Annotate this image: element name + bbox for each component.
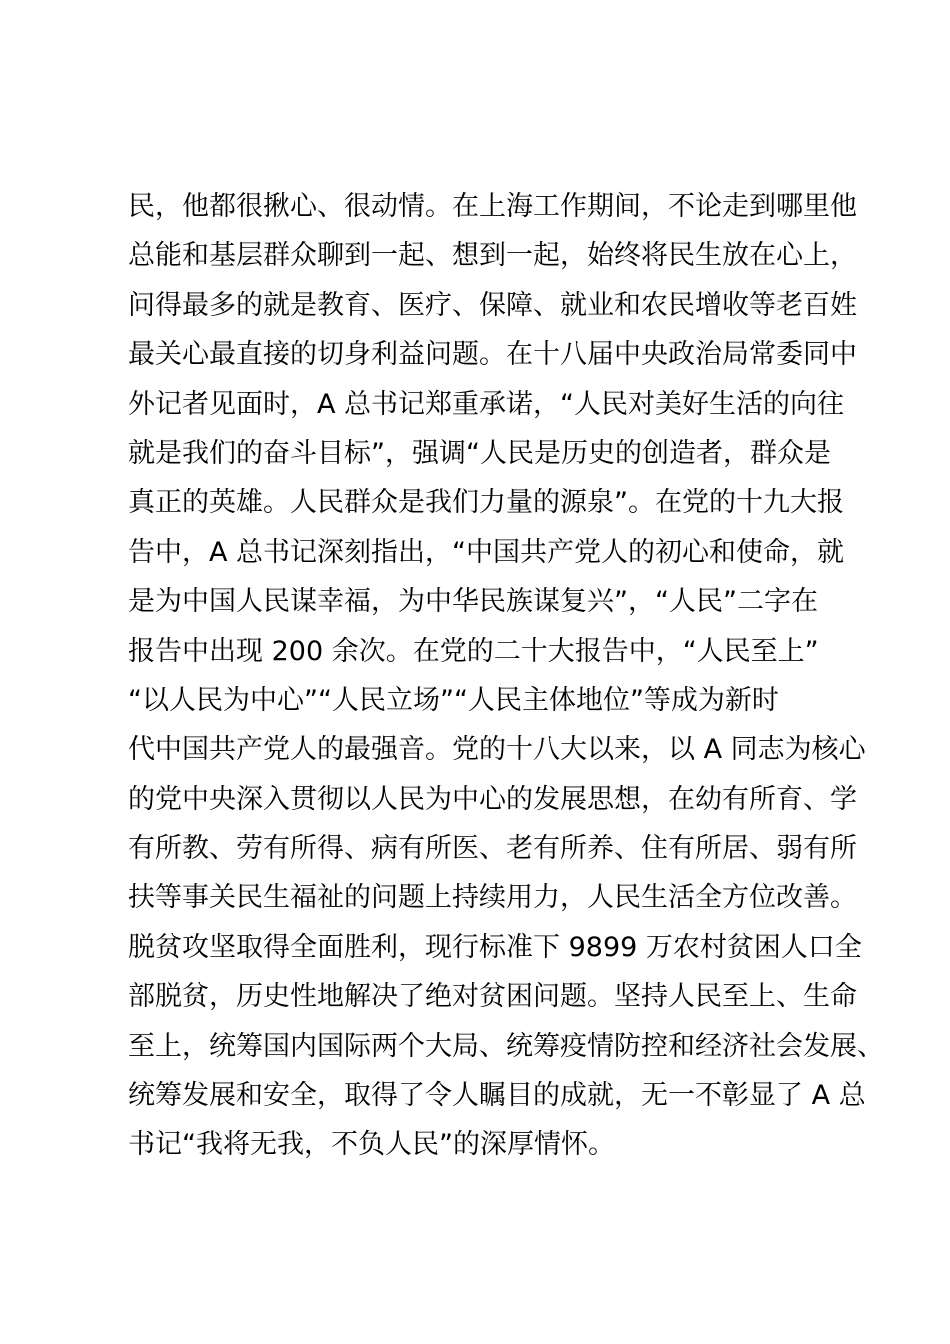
text-line: 总能和基层群众聊到一起、想到一起，始终将民生放在心上， [128,240,857,272]
text-line: 统筹发展和安全，取得了令人瞩目的成就，无一不彰显了 A 总 [128,1080,866,1112]
text-line: 最关心最直接的切身利益问题。在十八届中央政治局常委同中 [128,339,857,371]
text-line: 至上，统筹国内国际两个大局、统筹疫情防控和经济社会发展、 [128,1030,884,1062]
text-line: 部脱贫，历史性地解决了绝对贫困问题。坚持人民至上、生命 [128,981,857,1013]
text-line: 有所教、劳有所得、病有所医、老有所养、住有所居、弱有所 [128,833,857,865]
text-line: “以人民为中心”“人民立场”“人民主体地位”等成为新时 [128,684,779,716]
text-line: 就是我们的奋斗目标”，强调“人民是历史的创造者，群众是 [128,437,831,469]
text-line: 的党中央深入贯彻以人民为中心的发展思想，在幼有所育、学 [128,783,857,815]
text-line: 代中国共产党人的最强音。党的十八大以来，以 A 同志为核心 [128,734,866,766]
text-line: 外记者见面时，A 总书记郑重承诺，“人民对美好生活的向往 [128,388,845,420]
text-line: 告中，A 总书记深刻指出，“中国共产党人的初心和使命，就 [128,536,845,568]
text-line: 民，他都很揪心、很动情。在上海工作期间，不论走到哪里他 [128,191,857,222]
text-line: 脱贫攻坚取得全面胜利，现行标准下 9899 万农村贫困人口全 [128,931,862,963]
text-line: 真正的英雄。人民群众是我们力量的源泉”。在党的十九大报 [128,487,844,519]
text-line: 是为中国人民谋幸福，为中华民族谋复兴”，“人民”二字在 [128,586,818,618]
body-paragraph [128,182,884,1170]
text-line: 问得最多的就是教育、医疗、保障、就业和农民增收等老百姓 [128,289,857,321]
text-line: 报告中出现 200 余次。在党的二十大报告中，“人民至上” [128,635,819,667]
text-line: 书记“我将无我，不负人民”的深厚情怀。 [128,1129,615,1161]
text-line: 扶等事关民生福祉的问题上持续用力，人民生活全方位改善。 [128,882,857,914]
